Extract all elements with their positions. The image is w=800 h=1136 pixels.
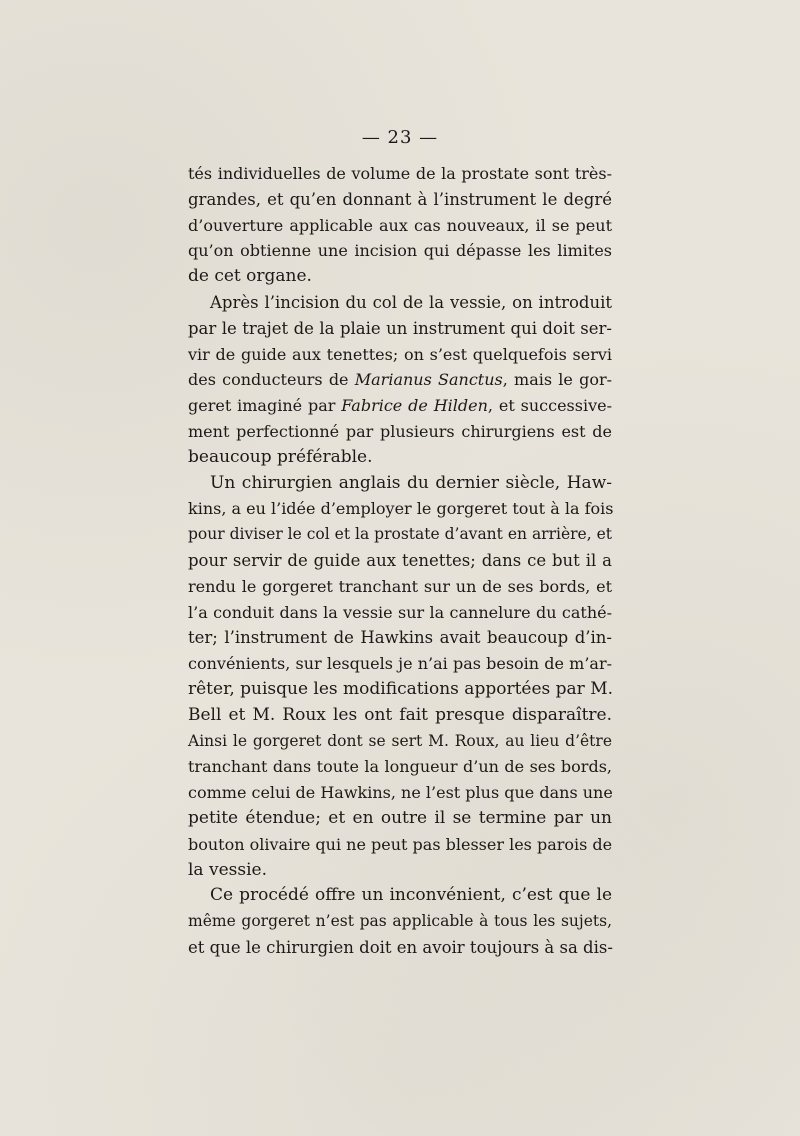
- text-line: l’a conduit dans la vessie sur la cannelure du cathé-: [188, 602, 612, 622]
- text-line: Ainsi le gorgeret dont se sert M. Roux, au lieu d’être: [188, 731, 612, 750]
- text-run: des conducteurs de: [188, 370, 355, 390]
- text-line: ter; l’instrument de Hawkins avait beaucoup d’in-: [188, 628, 612, 648]
- text-line: Bell et M. Roux les ont fait presque disparaître.: [188, 704, 612, 725]
- text-run: geret imaginé par: [188, 396, 342, 416]
- text-line: ment perfectionné par plusieurs chirurgiens est de: [188, 421, 612, 441]
- text-line: pour servir de guide aux tenettes; dans ce but il a: [188, 550, 612, 570]
- text-line: de cet organe.: [188, 266, 312, 287]
- text-line: Un chirurgien anglais du dernier siècle, Haw-: [210, 472, 612, 493]
- text-line: [188, 393, 612, 419]
- text-line: rêter, puisque les modifications apportées par M.: [188, 678, 614, 699]
- text-line: Ce procédé offre un inconvénient, c’est que le: [210, 885, 612, 906]
- text-line: Après l’incision du col de la vessie, on introduit: [210, 292, 612, 312]
- text-run: , mais le gor-: [502, 370, 613, 390]
- text-line: [188, 367, 612, 393]
- text-line: vir de guide aux tenettes; on s’est quelquefois servi: [188, 344, 612, 364]
- text-line: rendu le gorgeret tranchant sur un de ses bords, et: [188, 576, 612, 596]
- text-line: par le trajet de la plaie un instrument qui doit ser-: [188, 318, 612, 338]
- text-line: comme celui de Hawkins, ne l’est plus que dans une: [188, 783, 613, 803]
- text-line: qu’on obtienne une incision qui dépasse les limites: [188, 241, 612, 261]
- text-line: kins, a eu l’idée d’employer le gorgeret tout à la fois: [188, 499, 614, 519]
- author-name: Marianus Sanctus: [354, 370, 503, 390]
- text-line: grandes, et qu’en donnant à l’instrument le degré: [188, 189, 612, 209]
- text-line: même gorgeret n’est pas applicable à tous les sujets,: [188, 912, 612, 931]
- text-line: la vessie.: [188, 859, 267, 880]
- text-line: petite étendue; et en outre il se termine par un: [188, 807, 612, 828]
- text-line: convénients, sur lesquels je n’ai pas besoin de m’ar-: [188, 654, 612, 674]
- text-line: pour diviser le col et la prostate d’avant en arrière, et: [188, 525, 612, 544]
- body-text: [188, 161, 612, 961]
- text-run: , et successive-: [487, 396, 613, 416]
- text-line: et que le chirurgien doit en avoir toujours à sa dis-: [188, 937, 613, 957]
- text-line: tranchant dans toute la longueur d’un de ses bords,: [188, 757, 612, 777]
- text-line: bouton olivaire qui ne peut pas blesser les parois de: [188, 834, 613, 854]
- text-line: beaucoup préférable.: [188, 446, 373, 467]
- text-line: tés individuelles de volume de la prostate sont très-: [188, 164, 612, 183]
- page-number: — 23 —: [361, 127, 439, 148]
- author-name: Fabrice de Hilden: [341, 396, 488, 416]
- text-line: d’ouverture applicable aux cas nouveaux, il se peut: [188, 215, 612, 235]
